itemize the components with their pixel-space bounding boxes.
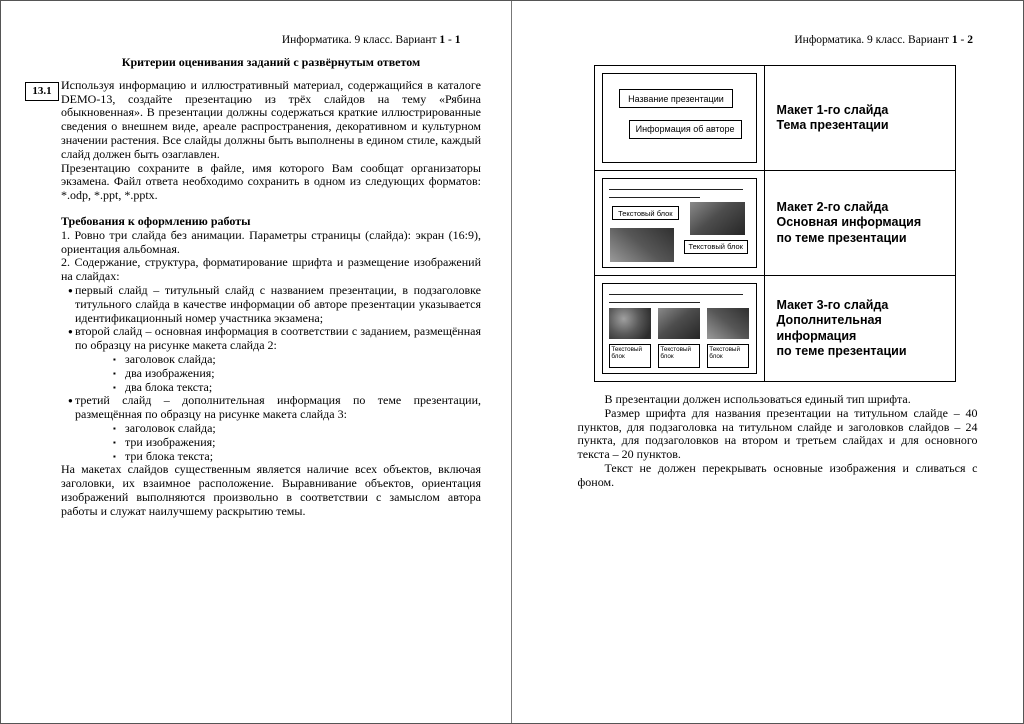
sub-list-item-text: заголовок слайда; (125, 420, 216, 435)
list-item-text: первый слайд – титульный слайд с названием презентации, в подзаголовке титульного слайда в качестве информации об авторе презентации указывается идентификационный номер участника экзамена; (75, 282, 481, 325)
sub-list-item-text: заголовок слайда; (125, 351, 216, 366)
requirements-heading: Требования к оформлению работы (61, 213, 251, 228)
layout-label-line: Макет 1-го слайда (776, 102, 889, 117)
sub-list-item (61, 450, 481, 464)
sub-list-item-text: три блока текста; (125, 448, 214, 463)
bullet-icon: ● (68, 396, 73, 406)
image-placeholder (610, 228, 674, 261)
layout-label-line: Основная информация (776, 215, 922, 230)
header-subject: Информатика. 9 класс. Вариант (281, 34, 440, 46)
title-placeholder-line (609, 302, 701, 304)
mock-cell-3 (595, 276, 765, 381)
mock-text-block: Текстовый блок (612, 206, 679, 220)
layout-label-3 (765, 276, 955, 381)
title-placeholder-line (609, 189, 744, 191)
layout-label-line: информация (776, 328, 857, 343)
requirement-item: 2. Содержание, структура, форматирование шрифта и размещение изображений на слайдах: (61, 255, 481, 284)
slide-mockup-2 (602, 178, 757, 268)
header-page-number: 2 (967, 34, 973, 46)
mock-title-box: Название презентации (619, 89, 732, 108)
font-requirement-paragraph: В презентации должен использоваться единый тип шрифта. (604, 392, 911, 406)
header-variant-number: 1 (951, 34, 958, 46)
mock-text-block: Текстовый блок (684, 240, 748, 254)
bullet-icon: ● (68, 285, 73, 295)
title-placeholder-line (609, 197, 701, 199)
title-placeholder-line (609, 294, 744, 296)
list-item-text: второй слайд – основная информация в соответствии с заданием, размещённая по образцу на рисунке макета слайда 2: (75, 324, 481, 353)
page-header (794, 34, 973, 46)
mock-cell-2 (595, 171, 765, 275)
sub-bullet-icon: ▪ (113, 437, 116, 447)
layout-label-line: Тема презентации (776, 118, 889, 132)
slide-layouts-figure (594, 65, 956, 382)
layout-label-line: Макет 3-го слайда (776, 297, 889, 312)
header-subject: Информатика. 9 класс. Вариант (794, 34, 952, 46)
sub-bullet-icon: ▪ (113, 354, 116, 364)
list-item (61, 284, 481, 325)
layout-label-line: по теме презентации (776, 344, 907, 358)
task-paragraph: Презентацию сохраните в файле, имя которого Вам сообщат организаторы экзамена. Файл ответа необходимо сохранить в одном из следующих форматов: *.odp, *.ppt, *.pptx. (61, 160, 481, 203)
mock-cell-1 (595, 66, 765, 170)
sub-list-item (61, 422, 481, 436)
page-2 (512, 1, 1024, 723)
list-item-text: третий слайд – дополнительная информация по теме презентации, размещённая по образцу на рисунке макета слайда 3: (75, 393, 481, 422)
sub-list-item (61, 436, 481, 450)
sub-list-item-text: два изображения; (125, 365, 215, 380)
layout-label-line: по теме презентации (776, 230, 907, 245)
slide-mockup-1 (602, 73, 757, 163)
layout-label-1 (765, 66, 955, 170)
sub-bullet-icon: ▪ (113, 382, 116, 392)
task-paragraph: Используя информацию и иллюстративный материал, содержащийся в каталоге DEMO-13, создайте презентацию из трёх слайдов на тему «Рябина обыкновенная». В презентации должны содержаться краткие иллюстрированные сведения о внешнем виде, ареале распространения, декоративном и культурном значении растения. Все слайды должны быть выполнены в едином стиле, каждый слайд должен быть озаглавлен. (61, 77, 481, 161)
sub-bullet-icon: ▪ (113, 423, 116, 433)
image-placeholder (609, 308, 650, 339)
list-item (61, 394, 481, 422)
mock-author-box: Информация об авторе (629, 120, 742, 139)
figure-row-2 (595, 171, 955, 276)
figure-row-1 (595, 66, 955, 171)
layout-label-line: Дополнительная (776, 313, 882, 327)
sub-list-item (61, 367, 481, 381)
sub-list-item-text: три изображения; (125, 434, 216, 449)
text-overlap-paragraph: Текст не должен перекрывать основные изображения и сливаться с фоном. (577, 460, 978, 489)
mock-text-block: Текстовый блок (658, 344, 699, 368)
sub-list-item (61, 381, 481, 395)
page-1 (1, 1, 512, 723)
layout-label-line: Макет 2-го слайда (776, 199, 889, 214)
sub-bullet-icon: ▪ (113, 368, 116, 378)
mock-text-block: Текстовый блок (707, 344, 748, 368)
sub-list-item-text: два блока текста; (125, 379, 213, 394)
header-separator: - (445, 34, 455, 46)
page-1-text-column (61, 56, 481, 519)
header-variant-number: 1 (439, 34, 446, 46)
image-placeholder (690, 202, 745, 235)
image-placeholder (658, 308, 699, 339)
layout-label-2 (765, 171, 955, 275)
slide-mockup-3 (602, 283, 757, 374)
mock-text-block: Текстовый блок (609, 344, 650, 368)
page-title: Критерии оценивания заданий с развёрнутым ответом (121, 55, 421, 69)
closing-paragraph: На макетах слайдов существенным является наличие всех объектов, включая заголовки, их взаимное расположение. Выравнивание объектов, ориентация изображений выполняются произвольно в соответствии с замыслом автора работы и служат наилучшему раскрытию темы. (61, 462, 481, 518)
sub-bullet-icon: ▪ (113, 451, 116, 461)
page-header (282, 34, 461, 46)
page-2-text-column (578, 393, 978, 490)
bullet-icon: ● (68, 327, 73, 337)
task-number-box: 13.1 (25, 82, 59, 101)
image-placeholder (707, 308, 748, 339)
sub-list-item (61, 353, 481, 367)
font-size-paragraph: Размер шрифта для названия презентации на титульном слайде – 40 пунктов, для подзаголовка на титульном слайде и заголовков слайдов – 24 пункта, для подзаголовков на втором и третьем слайдах и для основного текста – 20 пунктов. (577, 405, 978, 462)
requirement-item: 1. Ровно три слайда без анимации. Параметры страницы (слайда): экран (16:9), ориентация альбомная. (61, 227, 481, 256)
slide-requirements-list (61, 284, 481, 463)
header-separator: - (957, 34, 968, 46)
header-page-number: 1 (454, 34, 461, 46)
list-item (61, 325, 481, 353)
figure-row-3 (595, 276, 955, 381)
